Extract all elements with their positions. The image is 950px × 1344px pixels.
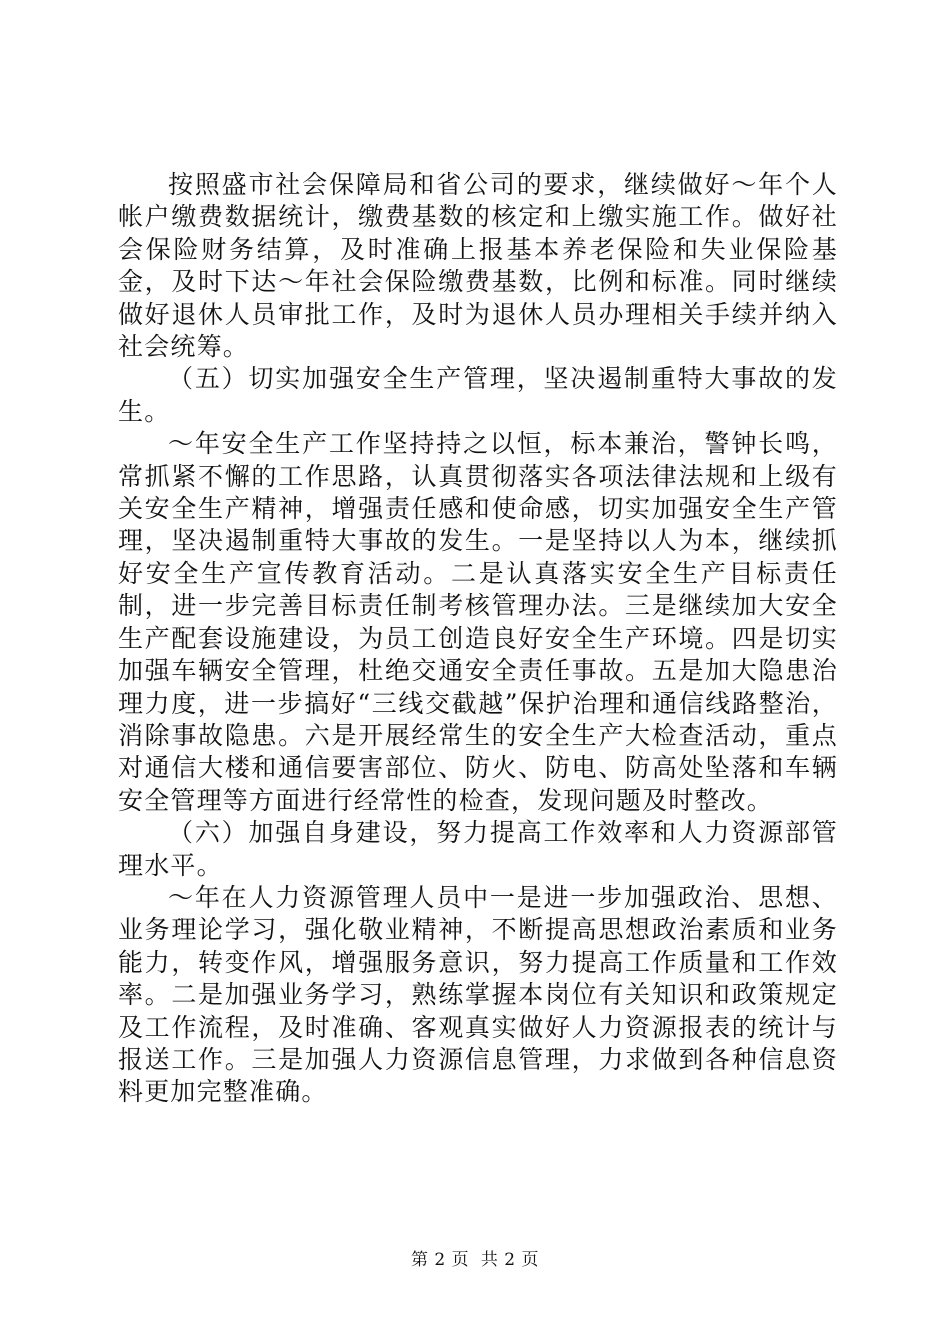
paragraph-human-resources: ～年在人力资源管理人员中一是进一步加强政治、思想、业务理论学习，强化敬业精神，不断提高思想政治素质和业务能力，转变作风，增强服务意识，努力提高工作质量和工作效率。二是加强业务学习，熟练掌握本岗位有关知识和政策规定及工作流程，及时准确、客观真实做好人力资源报表的统计与报送工作。三是加强人力资源信息管理，力求做到各种信息资料更加完整准确。	[118, 882, 838, 1107]
page-footer	[0, 1245, 950, 1270]
heading-section-six: （六）加强自身建设，努力提高工作效率和人力资源部管理水平。	[118, 818, 838, 880]
document-body	[118, 169, 838, 1109]
paragraph-social-insurance: 按照盛市社会保障局和省公司的要求，继续做好～年个人帐户缴费数据统计，缴费基数的核定和上缴实施工作。做好社会保险财务结算，及时准确上报基本养老保险和失业保险基金，及时下达～年社会保险缴费基数，比例和标准。同时继续做好退休人员审批工作，及时为退休人员办理相关手续并纳入社会统筹。	[118, 170, 838, 362]
heading-section-five: （五）切实加强安全生产管理，坚决遏制重特大事故的发生。	[118, 364, 838, 426]
paragraph-safety-production: ～年安全生产工作坚持持之以恒，标本兼治，警钟长鸣，常抓紧不懈的工作思路，认真贯彻落实各项法律法规和上级有关安全生产精神，增强责任感和使命感，切实加强安全生产管理，坚决遏制重特大事故的发生。一是坚持以人为本，继续抓好安全生产宣传教育活动。二是认真落实安全生产目标责任制，进一步完善目标责任制考核管理办法。三是继续加大安全生产配套设施建设，为员工创造良好安全生产环境。四是切实加强车辆安全管理，杜绝交通安全责任事故。五是加大隐患治理力度，进一步搞好“三线交截越”保护治理和通信线路整治，消除事故隐患。六是开展经常生的安全生产大检查活动，重点对通信大楼和通信要害部位、防火、防电、防高处坠落和车辆安全管理等方面进行经常性的检查，发现问题及时整改。	[118, 429, 838, 815]
page-number-label: 第 2 页 共 2 页	[410, 1250, 540, 1270]
